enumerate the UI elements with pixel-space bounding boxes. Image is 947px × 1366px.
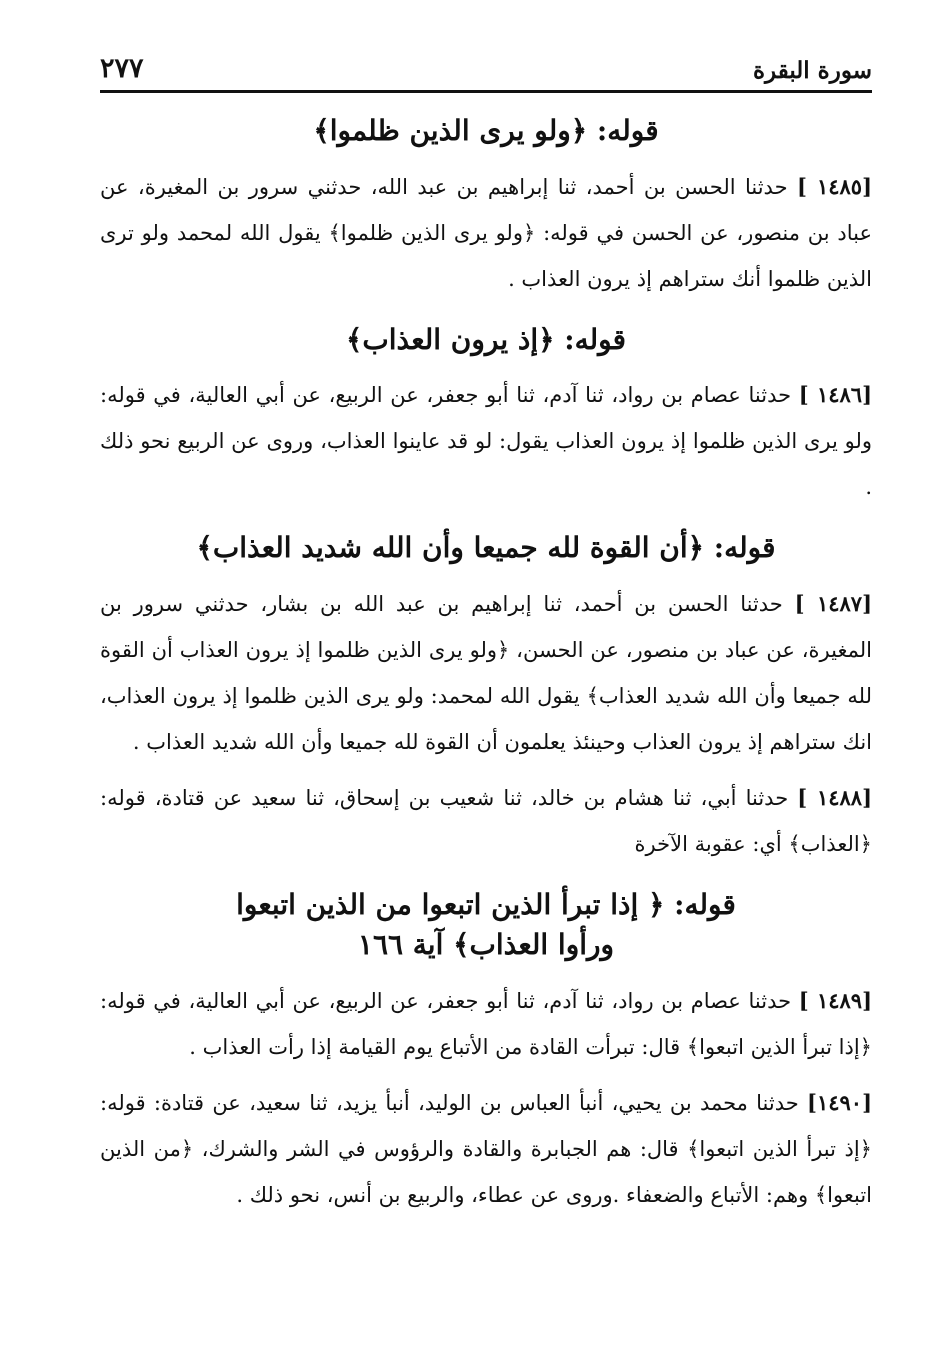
heading-line: قوله: ﴿إذ يرون العذاب﴾ [345, 322, 626, 356]
hadith-paragraph [100, 581, 872, 765]
section-heading [100, 320, 872, 361]
heading-line: قوله: ﴿أن القوة لله جميعا وأن الله شديد العذاب﴾ [196, 531, 776, 565]
hadith-paragraph [100, 775, 872, 867]
hadith-paragraph [100, 164, 872, 302]
hadith-number: [١٤٨٦ ] [798, 382, 872, 408]
section [100, 320, 872, 511]
section [100, 885, 872, 1218]
hadith-number: [١٤٨٨ ] [797, 784, 872, 810]
hadith-text: حدثنا الحسن بن أحمد، ثنا إبراهيم بن عبد الله، حدثني سرور بن المغيرة، عن عباد بن منصور، عن الحسن في قوله: ﴿ولو يرى الذين ظلموا﴾ يقول الله لمحمد ولو ترى الذين ظلموا أنك ستراهم إذ يرون العذاب . [100, 174, 872, 291]
hadith-text: حدثنا عصام بن رواد، ثنا آدم، ثنا أبو جعفر، عن الربيع، عن أبي العالية، في قوله: ﴿إذا تبرأ الذين اتبعوا﴾ قال: تبرأت القادة من الأتباع يوم القيامة إذا رأت العذاب . [100, 988, 872, 1059]
hadith-number: [١٤٨٧ ] [794, 590, 872, 616]
section [100, 528, 872, 867]
hadith-number: [١٤٨٩ ] [798, 987, 872, 1013]
hadith-number: [١٤٩٠] [807, 1089, 872, 1115]
section-heading [100, 528, 872, 569]
heading-line: قوله: ﴿ إذا تبرأ الذين اتبعوا من الذين اتبعوا [236, 887, 736, 921]
heading-line: ورأوا العذاب﴾ آية ١٦٦ [357, 928, 615, 962]
section-heading [100, 885, 872, 966]
hadith-paragraph [100, 372, 872, 510]
hadith-text: حدثنا محمد بن يحيي، أنبأ العباس بن الوليد، أنبأ يزيد، ثنا سعيد، عن قتادة: قوله: ﴿إذ تبرأ الذين اتبعوا﴾ قال: هم الجبابرة والقادة والرؤوس في الشر والشرك، ﴿من الذين اتبعوا﴾ وهم: الأتباع والضعفاء .وروى عن عطاء، والربيع بن أنس، نحو ذلك . [100, 1090, 872, 1207]
hadith-text: حدثنا عصام بن رواد، ثنا آدم، ثنا أبو جعفر، عن الربيع، عن أبي العالية، في قوله: ولو يرى الذين ظلموا إذ يرون العذاب يقول: لو قد عاينوا العذاب، وروى عن الربيع نحو ذلك . [100, 383, 872, 500]
page [100, 40, 872, 1222]
section [100, 111, 872, 302]
section-heading [100, 111, 872, 152]
hadith-text: حدثنا الحسن بن أحمد، ثنا إبراهيم بن عبد الله بن بشار، حدثني سرور بن المغيرة، عن عباد بن منصور، عن الحسن، ﴿ولو يرى الذين ظلموا إذ يرون العذاب أن القوة لله جميعا وأن الله شديد العذاب﴾ يقول الله لمحمد: ولو يرى الذين ظلموا إذ يرون العذاب، انك ستراهم إذ يرون العذاب وحينئذ يعلمون أن القوة لله جميعا وأن الله شديد العذاب . [100, 591, 872, 754]
page-number: ٢٧٧ [100, 53, 144, 84]
hadith-text: حدثنا أبي، ثنا هشام بن خالد، ثنا شعيب بن إسحاق، ثنا سعيد عن قتادة، قوله: ﴿العذاب﴾ أي: عقوبة الآخرة [100, 785, 872, 856]
page-header [100, 40, 872, 93]
hadith-paragraph [100, 1080, 872, 1218]
heading-line: قوله: ﴿ولو يرى الذين ظلموا﴾ [313, 114, 659, 147]
sura-title: سورة البقرة [752, 57, 872, 84]
hadith-number: [١٤٨٥ ] [796, 173, 873, 199]
hadith-paragraph [100, 978, 872, 1070]
